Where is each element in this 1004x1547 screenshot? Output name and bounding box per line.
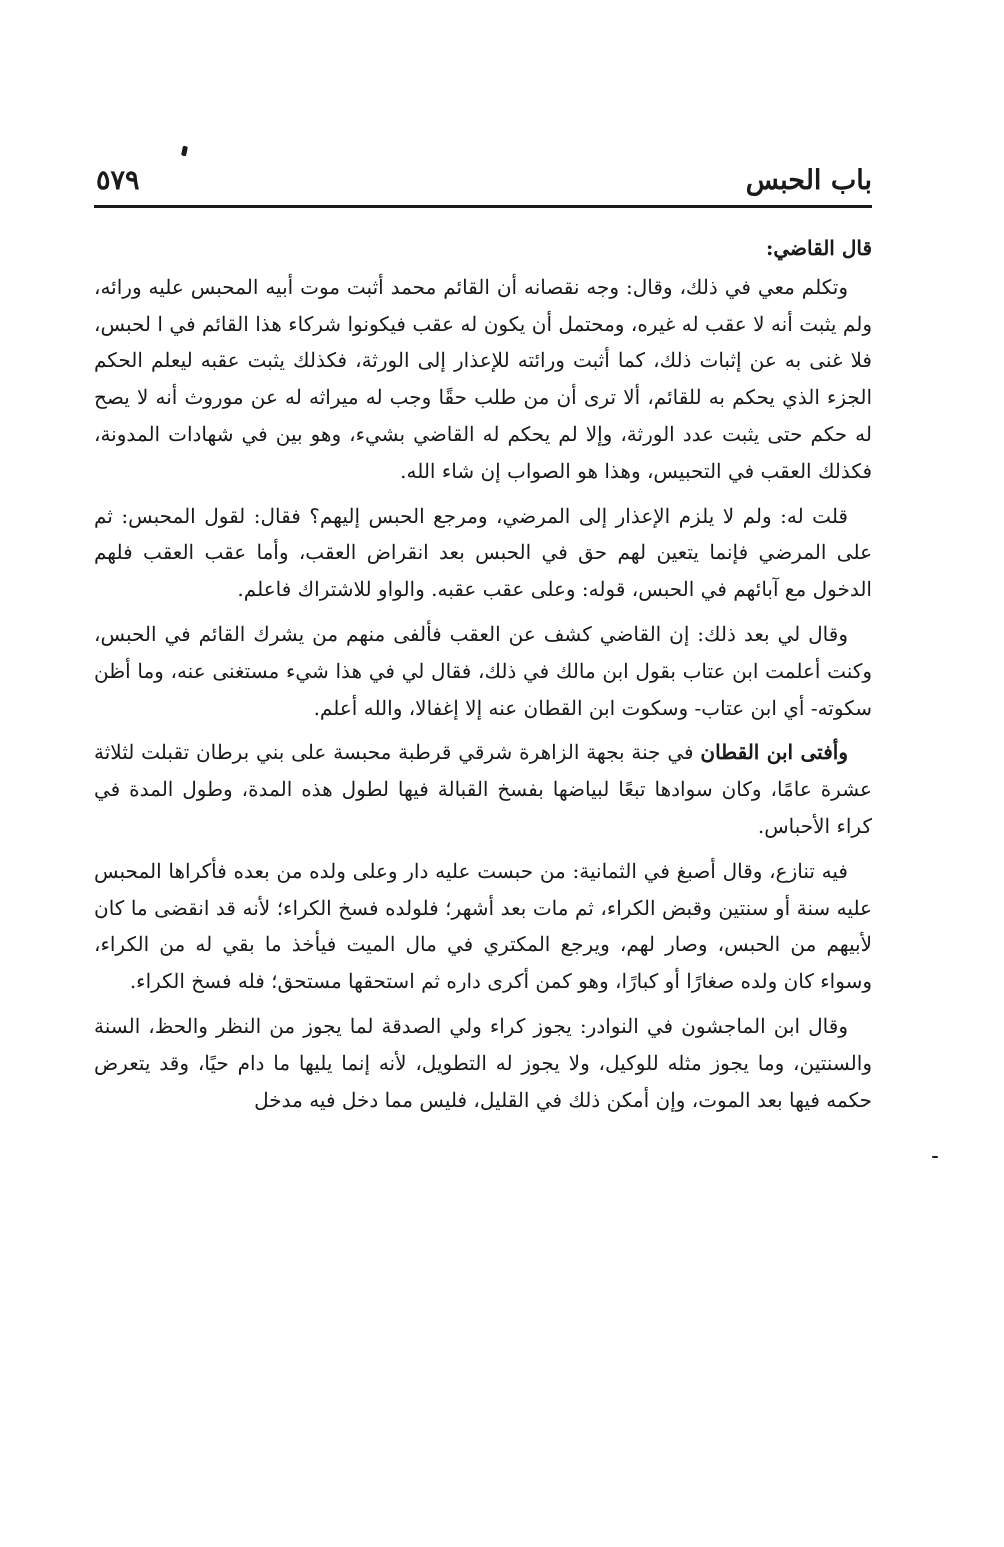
margin-mark	[932, 1156, 938, 1158]
ink-mark	[181, 146, 188, 157]
page-number: ٥٧٩	[96, 165, 140, 196]
paragraph-6: وقال ابن الماجشون في النوادر: يجوز كراء ولي الصدقة لما يجوز من النظر والحظ، السنة والسنتين، وما يجوز مثله للوكيل، ولا يجوز له التطويل، لأنه إنما يليها ما دام حيًا، وقد يتعرض حكمه فيها بعد الموت، وإن أمكن ذلك في القليل، فليس مما دخل فيه مدخل	[94, 1013, 872, 1112]
paragraph-1: وتكلم معي في ذلك، وقال: وجه نقصانه أن القائم محمد أثبت موت أبيه المحبس عليه ورائه، ولم يثبت أنه لا عقب له غيره، ومحتمل أن يكون له عقب فيكونوا شركاء هذا القائم في ا لحبس، فلا غنى به عن إثبات ذلك، كما أثبت ورائته للإعذار إلى الورثة، فكذلك يثبت عقبه ليعلم الحكم الجزء الذي يحكم به للقائم، ألا ترى أن من طلب حقًا وجب له ميراثه له عن موروث أنه لا يصح له حكم حتى يثبت عدد الورثة، وإلا لم يحكم له القاضي بشيء، وهو بين في شهادات المدونة، فكذلك العقب في التحبيس، وهذا هو الصواب إن شاء الله.	[94, 274, 872, 483]
paragraph-3: وقال لي بعد ذلك: إن القاضي كشف عن العقب فألفى منهم من يشرك القائم في الحبس، وكنت أعلمت ابن عتاب بقول ابن مالك في ذلك، فقال لي في هذا شيء مستغنى عنه، وما أظن سكوته- أي ابن عتاب- وسكوت ابن القطان عنه إلا إغفالا، والله أعلم.	[94, 621, 872, 720]
section-heading: قال القاضي:	[765, 236, 872, 260]
page-header	[94, 160, 872, 202]
paragraph-4	[94, 734, 872, 844]
page-body	[94, 230, 872, 1126]
header-rule	[94, 205, 872, 208]
paragraph-4-text: في جنة بجهة الزاهرة شرقي قرطبة محبسة على بني برطان تقبلت لثلاثة عشرة عامًا، وكان سوادها تبعًا لبياضها بفسخ القبالة فيها لطول هذه المدة، وطول المدة في كراء الأحباس.	[94, 740, 872, 838]
paragraph-2: قلت له: ولم لا يلزم الإعذار إلى المرضي، ومرجع الحبس إليهم؟ فقال: لقول المحبس: ثم على المرضي فإنما يتعين لهم حق في الحبس بعد انقراض العقب، وأما عقب العقب فلهم الدخول مع آبائهم في الحبس، قوله: وعلى عقب عقبه. والواو للاشتراك فاعلم.	[94, 503, 872, 602]
paragraph-4-lead: وأفتى ابن القطان	[700, 740, 848, 765]
paragraph-5: فيه تنازع، وقال أصبغ في الثمانية: من حبست عليه دار وعلى ولده من بعده فأكراها المحبس عليه سنة أو سنتين وقبض الكراء، ثم مات بعد أشهر؛ فلولده فسخ الكراء؛ لأنه قد انقضى ما كان لأبيهم من الحبس، وصار لهم، ويرجع المكتري في مال الميت فيأخذ ما بقي له من الكراء، وسواء كان ولده صغارًا أو كبارًا، وهو كمن أكرى داره ثم استحقها مستحق؛ فله فسخ الكراء.	[94, 858, 872, 994]
running-title: باب الحبس	[745, 165, 872, 196]
